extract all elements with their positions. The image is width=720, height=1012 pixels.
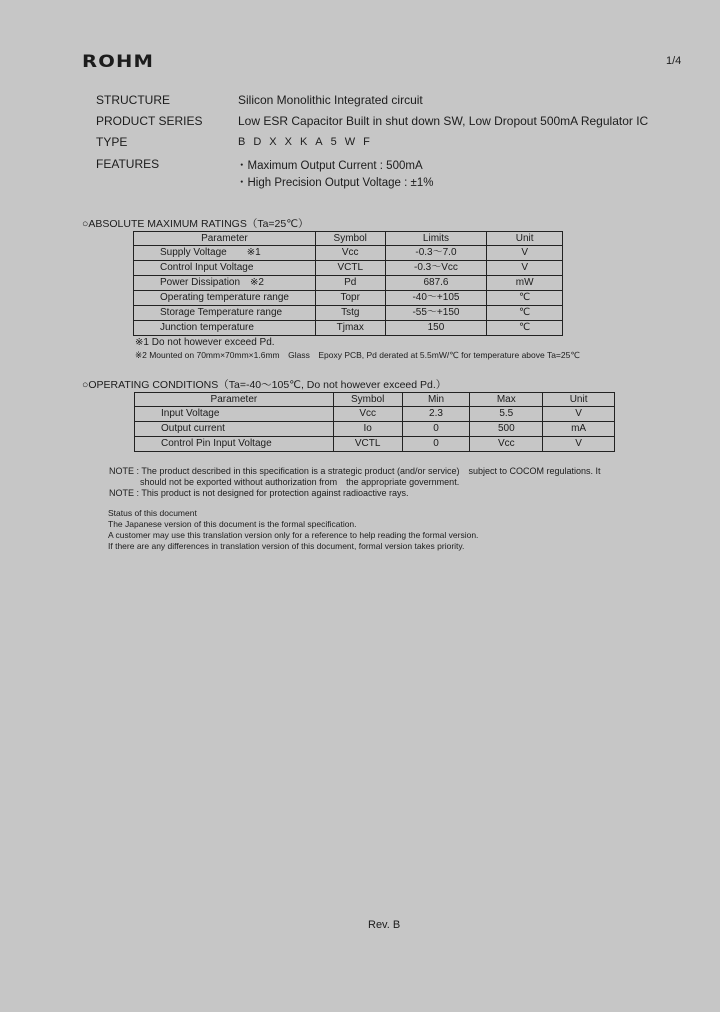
limits-cell: -0.3～7.0 — [385, 246, 487, 261]
param-cell: Storage Temperature range — [134, 306, 316, 321]
unit-cell: V — [543, 407, 615, 422]
symbol-cell: VCTL — [315, 261, 385, 276]
product-series-label: PRODUCT SERIES — [96, 114, 203, 128]
param-cell: Power Dissipation ※2 — [134, 276, 316, 291]
header-cell: Parameter — [134, 232, 316, 246]
table-row — [135, 437, 615, 452]
limits-cell: 150 — [385, 321, 487, 336]
type-value: BDXXKA5WF — [238, 136, 378, 148]
symbol-cell: Vcc — [333, 407, 402, 422]
table-row — [134, 321, 563, 336]
header-cell: Limits — [385, 232, 487, 246]
max-cell: 500 — [470, 422, 543, 437]
param-cell: Supply Voltage ※1 — [134, 246, 316, 261]
revision-label: Rev. B — [368, 919, 401, 931]
header-cell: Unit — [487, 232, 563, 246]
param-cell: Control Pin Input Voltage — [135, 437, 334, 452]
abs-max-title: ○ABSOLUTE MAXIMUM RATINGS（Ta=25℃） — [82, 218, 309, 230]
features-label: FEATURES — [96, 157, 160, 171]
limits-cell: -55～+150 — [385, 306, 487, 321]
abs-max-table — [133, 231, 563, 336]
header-cell: Max — [470, 393, 543, 407]
limits-cell: 687.6 — [385, 276, 487, 291]
feature-max-current: ・Maximum Output Current : 500mA — [236, 160, 423, 172]
op-cond-title: ○OPERATING CONDITIONS（Ta=-40～105℃, Do not however exceed Pd.） — [82, 379, 447, 391]
type-label: TYPE — [96, 135, 128, 149]
status-line-1: The Japanese version of this document is the formal specification. — [108, 519, 357, 529]
symbol-cell: VCTL — [333, 437, 402, 452]
min-cell: 2.3 — [402, 407, 470, 422]
feature-precision: ・High Precision Output Voltage : ±1% — [236, 177, 434, 189]
symbol-cell: Tjmax — [315, 321, 385, 336]
op-cond-table — [134, 392, 615, 452]
footnote-2: ※2 Mounted on 70mm×70mm×1.6mm Glass Epoxy PCB, Pd derated at 5.5mW/℃ for temperature above Ta=25℃ — [135, 350, 580, 360]
table-row — [134, 261, 563, 276]
status-line-2: A customer may use this translation version only for a reference to help reading the formal version. — [108, 530, 479, 540]
table-row — [135, 407, 615, 422]
footnote-1: ※1 Do not however exceed Pd. — [135, 337, 275, 348]
header-cell: Min — [402, 393, 470, 407]
unit-cell: V — [487, 246, 563, 261]
table-header-row — [134, 232, 563, 246]
unit-cell: ℃ — [487, 306, 563, 321]
unit-cell: ℃ — [487, 321, 563, 336]
table-row — [134, 291, 563, 306]
table-row — [134, 306, 563, 321]
table-row — [135, 422, 615, 437]
page-number: 1/4 — [666, 55, 682, 67]
unit-cell: ℃ — [487, 291, 563, 306]
header-cell: Symbol — [315, 232, 385, 246]
table-header-row — [135, 393, 615, 407]
param-cell: Input Voltage — [135, 407, 334, 422]
symbol-cell: Pd — [315, 276, 385, 291]
param-cell: Output current — [135, 422, 334, 437]
unit-cell: V — [543, 437, 615, 452]
limits-cell: -40～+105 — [385, 291, 487, 306]
table-row — [134, 276, 563, 291]
unit-cell: mA — [543, 422, 615, 437]
param-cell: Junction temperature — [134, 321, 316, 336]
param-cell: Operating temperature range — [134, 291, 316, 306]
symbol-cell: Topr — [315, 291, 385, 306]
symbol-cell: Tstg — [315, 306, 385, 321]
header-cell: Symbol — [333, 393, 402, 407]
note-cocom: NOTE : The product described in this specification is a strategic product (and/or service) subject to COCOM regulations. It — [109, 466, 601, 476]
structure-label: STRUCTURE — [96, 93, 170, 107]
rohm-logo: ROHM — [82, 52, 155, 72]
status-line-3: If there are any differences in translation version of this document, formal version takes priority. — [108, 541, 465, 551]
product-series-value: Low ESR Capacitor Built in shut down SW, Low Dropout 500mA Regulator IC — [238, 114, 649, 128]
max-cell: 5.5 — [470, 407, 543, 422]
min-cell: 0 — [402, 437, 470, 452]
status-heading: Status of this document — [108, 508, 197, 518]
min-cell: 0 — [402, 422, 470, 437]
symbol-cell: Vcc — [315, 246, 385, 261]
structure-value: Silicon Monolithic Integrated circuit — [238, 93, 423, 107]
note-radiation: NOTE : This product is not designed for protection against radioactive rays. — [109, 488, 409, 498]
header-cell: Unit — [543, 393, 615, 407]
table-row — [134, 246, 563, 261]
max-cell: Vcc — [470, 437, 543, 452]
limits-cell: -0.3～Vcc — [385, 261, 487, 276]
unit-cell: mW — [487, 276, 563, 291]
symbol-cell: Io — [333, 422, 402, 437]
note-cocom-cont: should not be exported without authorization from the appropriate government. — [140, 477, 460, 487]
unit-cell: V — [487, 261, 563, 276]
header-cell: Parameter — [135, 393, 334, 407]
param-cell: Control Input Voltage — [134, 261, 316, 276]
